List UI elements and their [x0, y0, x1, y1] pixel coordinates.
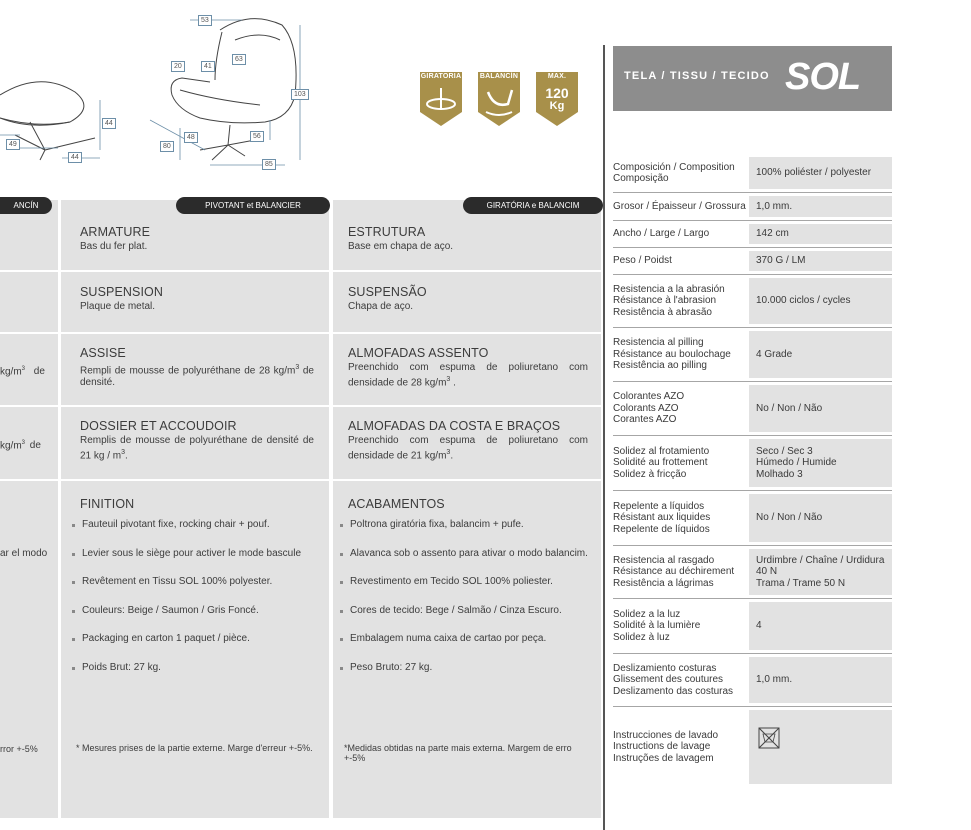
fabric-value-line: 4 [756, 620, 762, 632]
fabric-row-label [613, 201, 746, 213]
feature-badges [416, 70, 576, 130]
left-column-fragment [0, 200, 58, 818]
fabric-row-value [749, 196, 892, 217]
chair-back-dim: 63 [232, 54, 246, 65]
pt-bullet-list [340, 519, 588, 690]
fabric-label-line: Composición / Composition [613, 161, 735, 173]
list-item: Revêtement en Tissu SOL 100% polyester. [72, 576, 314, 605]
chair-side-depth-dim: 80 [160, 141, 174, 152]
list-item: Packaging en carton 1 paquet / pièce. [72, 633, 314, 662]
fr-dossier: DOSSIER ET ACCOUDOIR Remplis de mousse de polyuréthane de densité de 21 kg / $m^3$. [80, 419, 314, 462]
fabric-row [613, 193, 892, 220]
fr-bullet-list [72, 519, 314, 690]
list-item: Fauteuil pivotant fixe, rocking chair + pouf. [72, 519, 314, 548]
fabric-header-title: TELA / TISSU / TECIDO [624, 70, 770, 82]
fabric-label-line: Solidez al frotamiento [613, 445, 710, 457]
no-wash-icon [756, 725, 782, 751]
chair-arm-height-dim: 56 [250, 131, 264, 142]
pt-almofadas-assento: ALMOFADAS ASSENTO Preenchido com espuma de poliuretano com densidade de 28 $kg/m^3$ . [348, 346, 588, 389]
fabric-label-line: Deslizamiento costuras [613, 662, 717, 674]
fabric-row-label [613, 228, 709, 240]
chair-arm-mid-dim: 41 [201, 61, 215, 72]
fabric-label-line: Résistance au déchirement [613, 566, 735, 578]
pt-footnote: *Medidas obtidas na parte mais externa. Margem de erro +-5% [344, 743, 572, 763]
fabric-row [613, 154, 892, 192]
rocking-chair-icon: BALANCÍN [479, 73, 519, 80]
chair-height-dim: 103 [291, 89, 309, 100]
fabric-label-line: Résistant aux liquides [613, 512, 711, 524]
pouf-height-dim: 44 [102, 118, 116, 129]
left-finition-fragment: ar el modo [0, 548, 48, 559]
list-item: Levier sous le siège pour activer le mode bascule [72, 548, 314, 577]
fabric-label-line: Résistance au boulochage [613, 348, 731, 360]
fabric-row [613, 599, 892, 653]
fr-armature: ARMATURE Bas du fer plat. [80, 225, 151, 252]
list-item: Poltrona giratória fixa, balancim + pufe. [340, 519, 588, 548]
fabric-label-line: Solidez à luz [613, 631, 670, 643]
fabric-label-line: Resistencia al pilling [613, 337, 704, 349]
pt-suspensao: SUSPENSÃO Chapa de aço. [348, 285, 427, 312]
fabric-value-line: 1,0 mm. [756, 674, 793, 686]
fabric-value-line: Húmedo / Humide [756, 457, 837, 469]
list-item: Embalagem numa caixa de cartao por peça. [340, 633, 588, 662]
fabric-row-label [613, 391, 684, 426]
fabric-label-line: Repelente de líquidos [613, 523, 710, 535]
fabric-label-line: Instrucciones de lavado [613, 729, 719, 741]
list-item: Alavanca sob o assento para ativar o modo balancim. [340, 548, 588, 577]
fabric-row [613, 382, 892, 435]
list-item: Poids Brut: 27 kg. [72, 662, 314, 691]
fabric-value-line: 100% poliéster / polyester [756, 167, 872, 179]
fabric-label-line: Peso / Poidst [613, 255, 672, 267]
fabric-label-line: Glissement des coutures [613, 674, 724, 686]
fabric-label-line: Resistencia a la abrasión [613, 283, 725, 295]
fabric-row [613, 491, 892, 545]
fabric-row-value [749, 710, 892, 784]
max-weight-badge: MAX. 120 Kg [532, 70, 582, 126]
pt-acabamentos: ACABAMENTOS [348, 497, 445, 511]
list-item: Peso Bruto: 27 kg. [340, 662, 588, 691]
fabric-row-value [749, 439, 892, 487]
fr-suspension: SUSPENSION Plaque de metal. [80, 285, 163, 312]
fabric-value-line: Seco / Sec 3 [756, 445, 813, 457]
fabric-row-label [613, 663, 733, 698]
pill-spanish: ANCÍN [0, 197, 52, 214]
fabric-label-line: Solidité à la lumière [613, 620, 701, 632]
left-dossier-fragment: $kg/m^3$ de [0, 440, 41, 452]
pouf-base-dim: 49 [6, 139, 20, 150]
pouf-depth-dim: 44 [68, 152, 82, 163]
chair-arm-left-dim: 20 [171, 61, 185, 72]
fr-footnote: * Mesures prises de la partie externe. Marge d'erreur +-5%. [76, 743, 313, 753]
fabric-label-line: Colorants AZO [613, 402, 679, 414]
fabric-row-label [613, 501, 710, 536]
fabric-row-value [749, 549, 892, 595]
list-item: Revestimento em Tecido SOL 100% poliester. [340, 576, 588, 605]
fabric-value-line: Trama / Trame 50 N [756, 577, 846, 589]
french-specs [76, 225, 314, 815]
left-assise-fragment: $kg/m^3$ de [0, 366, 45, 378]
pill-portuguese: GIRATÓRIA e BALANCIM [463, 197, 603, 214]
fabric-label-line: Solidez à fricção [613, 468, 687, 480]
fabric-label-line: Résistance à l'abrasion [613, 295, 717, 307]
chair-depth-dim: 85 [262, 159, 276, 170]
pill-french: PIVOTANT et BALANCIER [176, 197, 330, 214]
left-footnote-fragment: rror +-5% [0, 744, 38, 754]
sol-logo: SOL [785, 56, 861, 98]
fabric-value-line: 370 G / LM [756, 255, 806, 267]
portuguese-specs [344, 225, 588, 815]
fabric-value-line: No / Non / Não [756, 512, 823, 524]
list-item: Couleurs: Beige / Saumon / Gris Foncé. [72, 605, 314, 634]
fabric-label-line: Instructions de lavage [613, 741, 711, 753]
furniture-sketch-icon [0, 0, 330, 185]
fabric-row-value [749, 224, 892, 244]
fabric-label-line: Resistência a lágrimas [613, 577, 714, 589]
chair-top-dim: 53 [198, 15, 212, 26]
fabric-row-label [613, 284, 725, 319]
fabric-label-line: Repelente a líquidos [613, 500, 705, 512]
rocking-badge [474, 70, 524, 126]
fabric-value-line: No / Non / Não [756, 402, 823, 414]
fabric-row [613, 275, 892, 327]
fr-finition: FINITION [80, 497, 135, 511]
fabric-row-value [749, 657, 892, 703]
fabric-row-label [613, 730, 718, 765]
fabric-row-value [749, 251, 892, 271]
fabric-row [613, 248, 892, 274]
fabric-label-line: Grosor / Épaisseur / Grossura [613, 200, 746, 212]
fabric-value-line: Molhado 3 [756, 468, 803, 480]
swivel-badge [416, 70, 466, 126]
fabric-row-value [749, 385, 892, 432]
swivel-icon: GIRATORIA [420, 73, 462, 80]
fabric-row [613, 707, 892, 787]
pt-estrutura: ESTRUTURA Base em chapa de aço. [348, 225, 454, 252]
fabric-label-line: Ancho / Large / Largo [613, 228, 710, 240]
fabric-value-line: 1,0 mm. [756, 200, 793, 212]
fabric-value-line: 40 N [756, 566, 778, 578]
fabric-row [613, 546, 892, 598]
chair-seat-height-dim: 48 [184, 132, 198, 143]
fr-assise: ASSISE Rempli de mousse de polyuréthane de 28 $kg/m^3$ de densité. [80, 346, 314, 389]
fabric-label-line: Solidez a la luz [613, 608, 681, 620]
fabric-value-line: Urdimbre / Chaîne / Urdidura [756, 554, 885, 566]
fabric-row [613, 436, 892, 490]
fabric-label-line: Resistência à abrasão [613, 306, 712, 318]
fabric-label-line: Resistência ao pilling [613, 360, 707, 372]
fabric-row-label [613, 162, 735, 185]
technical-drawing [0, 0, 330, 185]
pt-almofadas-costa: ALMOFADAS DA COSTA E BRAÇOS Preenchido com espuma de poliuretano com densidade de 21 $kg/m^3$. [348, 419, 588, 462]
fabric-row-label [613, 555, 734, 590]
fabric-value-line: 142 cm [756, 228, 789, 240]
fabric-row-label [613, 255, 672, 267]
fabric-value-line: 10.000 ciclos / cycles [756, 295, 851, 307]
fabric-row-value [749, 278, 892, 324]
fabric-row-label [613, 609, 700, 644]
fabric-row [613, 654, 892, 706]
fabric-value-line: 4 Grade [756, 348, 793, 360]
fabric-row-value [749, 602, 892, 650]
list-item: Cores de tecido: Bege / Salmão / Cinza Escuro. [340, 605, 588, 634]
fabric-row-label [613, 337, 731, 372]
fabric-label-line: Composição [613, 173, 669, 184]
fabric-row-label [613, 446, 709, 481]
fabric-label-line: Resistencia al rasgado [613, 554, 715, 566]
fabric-row [613, 221, 892, 247]
fabric-label-line: Corantes AZO [613, 414, 677, 426]
fabric-label-line: Instruções de lavagem [613, 752, 714, 764]
fabric-row-value [749, 494, 892, 542]
fabric-row-value [749, 157, 892, 189]
fabric-row [613, 328, 892, 381]
fabric-row-value [749, 331, 892, 378]
fabric-label-line: Colorantes AZO [613, 391, 685, 403]
fabric-label-line: Deslizamento das costuras [613, 685, 734, 697]
fabric-label-line: Solidité au frottement [613, 457, 708, 469]
vertical-divider [603, 45, 605, 830]
fabric-header [613, 46, 892, 111]
